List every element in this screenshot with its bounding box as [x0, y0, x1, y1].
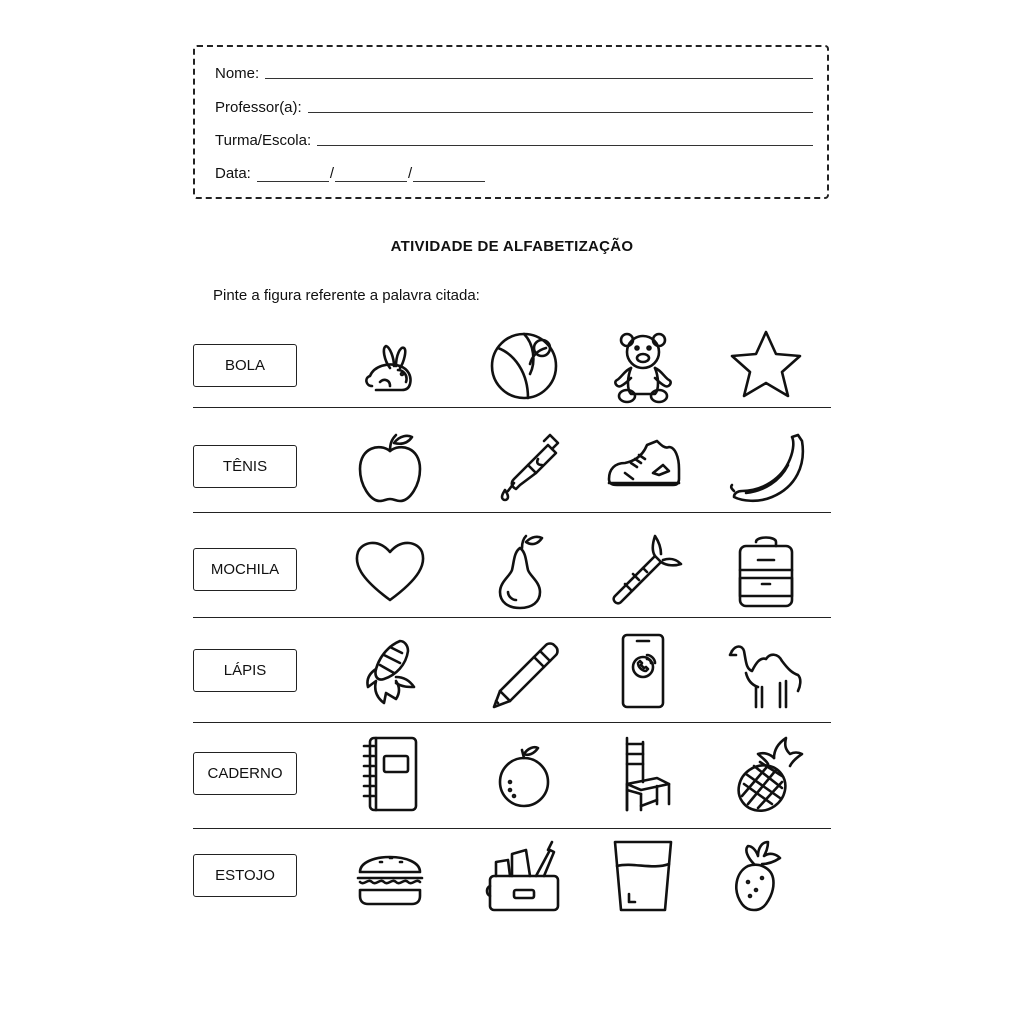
date-separator: / [329, 165, 335, 182]
apple-icon[interactable] [350, 427, 430, 507]
burger-icon[interactable] [350, 836, 430, 916]
teacher-line[interactable] [308, 111, 813, 113]
camel-icon[interactable] [726, 631, 806, 711]
star-icon[interactable] [726, 326, 806, 406]
instruction-text: Pinte a figura referente a palavra citada: [213, 287, 480, 304]
corn-icon[interactable] [350, 631, 430, 711]
word-label-box: MOCHILA [193, 548, 297, 591]
chair-icon[interactable] [603, 734, 683, 814]
word-row [193, 518, 831, 622]
word-label-box: CADERNO [193, 752, 297, 795]
date-year[interactable] [413, 167, 485, 182]
name-label: Nome: [215, 65, 260, 82]
word-row [193, 824, 831, 928]
notebook-icon[interactable] [350, 734, 430, 814]
row-divider [193, 722, 831, 723]
strawberry-icon[interactable] [726, 836, 806, 916]
pencil-icon[interactable] [484, 631, 564, 711]
pencil-case-icon[interactable] [484, 836, 564, 916]
heart-icon[interactable] [350, 530, 430, 610]
class-school-label: Turma/Escola: [215, 132, 312, 149]
ball-icon[interactable] [484, 326, 564, 406]
word-row [193, 722, 831, 826]
row-divider [193, 617, 831, 618]
word-row [193, 314, 831, 418]
glue-icon[interactable] [484, 427, 564, 507]
word-row [193, 415, 831, 519]
word-label-box: TÊNIS [193, 445, 297, 488]
word-label-box: BOLA [193, 344, 297, 387]
row-divider [193, 512, 831, 513]
student-info-box [193, 45, 829, 199]
word-row [193, 619, 831, 723]
name-line[interactable] [265, 77, 813, 79]
teddy-bear-icon[interactable] [603, 326, 683, 406]
phone-icon[interactable] [603, 631, 683, 711]
pineapple-icon[interactable] [726, 734, 806, 814]
orange-icon[interactable] [484, 734, 564, 814]
rabbit-icon[interactable] [350, 326, 430, 406]
date-day[interactable] [257, 167, 329, 182]
name-field[interactable] [215, 65, 813, 82]
class-school-field[interactable] [215, 132, 813, 149]
date-month[interactable] [335, 167, 407, 182]
pear-icon[interactable] [484, 530, 564, 610]
banana-icon[interactable] [726, 427, 806, 507]
word-label-box: ESTOJO [193, 854, 297, 897]
glass-icon[interactable] [603, 836, 683, 916]
date-separator: / [408, 165, 413, 182]
date-label: Data: [215, 165, 251, 182]
class-school-line[interactable] [317, 144, 813, 146]
teacher-label: Professor(a): [215, 99, 302, 116]
date-field[interactable] [215, 165, 813, 182]
sneaker-icon[interactable] [603, 427, 683, 507]
row-divider [193, 828, 831, 829]
carrot-icon[interactable] [603, 530, 683, 610]
word-label-box: LÁPIS [193, 649, 297, 692]
page-title: ATIVIDADE DE ALFABETIZAÇÃO [390, 238, 634, 255]
teacher-field[interactable] [215, 99, 813, 116]
row-divider [193, 407, 831, 408]
backpack-icon[interactable] [726, 530, 806, 610]
